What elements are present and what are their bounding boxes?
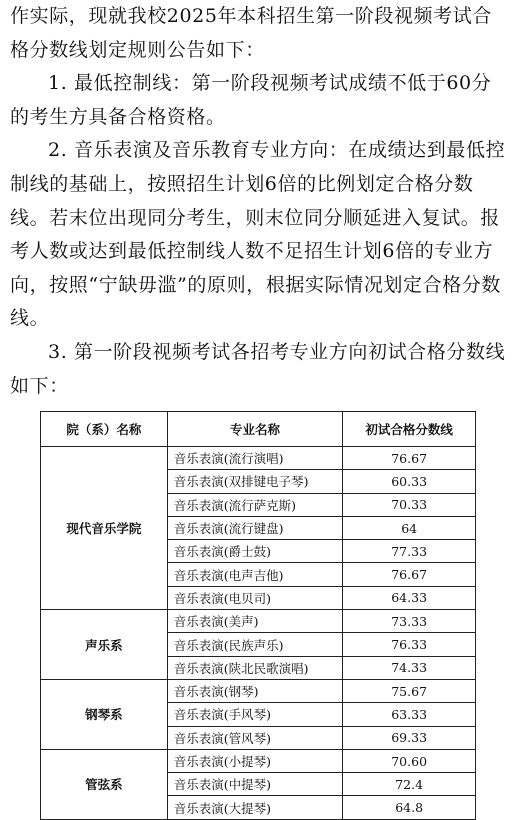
major-cell: 音乐表演(美声) bbox=[167, 610, 343, 633]
rule-3-paragraph: 3. 第一阶段视频考试各招考专业方向初试合格分数线如下： bbox=[10, 340, 506, 397]
department-cell: 钢琴系 bbox=[41, 679, 168, 749]
major-cell: 音乐表演(流行键盘) bbox=[167, 516, 343, 539]
header-major: 专业名称 bbox=[167, 412, 343, 447]
table-row bbox=[41, 679, 476, 702]
table-row bbox=[41, 749, 476, 772]
header-department: 院（系）名称 bbox=[41, 412, 168, 447]
major-cell: 音乐表演(管风琴) bbox=[167, 726, 343, 749]
score-cell: 76.33 bbox=[343, 633, 476, 656]
score-table bbox=[40, 411, 476, 820]
major-cell: 音乐表演(流行萨克斯) bbox=[167, 493, 343, 516]
major-cell: 音乐表演(中提琴) bbox=[167, 773, 343, 796]
department-cell: 管弦系 bbox=[41, 749, 168, 819]
score-cell: 64.33 bbox=[343, 586, 476, 609]
major-cell: 音乐表演(爵士鼓) bbox=[167, 540, 343, 563]
score-cell: 74.33 bbox=[343, 656, 476, 679]
major-cell: 音乐表演(双排键电子琴) bbox=[167, 470, 343, 493]
score-cell: 73.33 bbox=[343, 610, 476, 633]
score-cell: 75.67 bbox=[343, 679, 476, 702]
rule-2-paragraph: 2. 音乐表演及音乐教育专业方向：在成绩达到最低控制线的基础上，按照招生计划6倍的比例划定合格分数线。若末位出现同分考生，则末位同分顺延进入复试。报考人数或达到最低控制线人数不足招生计划6倍的专业方向，按照“宁缺毋滥”的原则，根据实际情况划定合格分数线。 bbox=[10, 139, 506, 330]
major-cell: 音乐表演(手风琴) bbox=[167, 703, 343, 726]
department-cell: 现代音乐学院 bbox=[41, 447, 168, 610]
header-score: 初试合格分数线 bbox=[343, 412, 476, 447]
score-cell: 69.33 bbox=[343, 726, 476, 749]
table-body bbox=[41, 447, 476, 820]
score-cell: 64.8 bbox=[343, 796, 476, 819]
intro-paragraph: 作实际，现就我校2025年本科招生第一阶段视频考试合格分数线划定规则公告如下： bbox=[10, 5, 492, 61]
score-cell: 76.67 bbox=[343, 447, 476, 470]
major-cell: 音乐表演(民族声乐) bbox=[167, 633, 343, 656]
score-cell: 72.4 bbox=[343, 773, 476, 796]
major-cell: 音乐表演(电声吉他) bbox=[167, 563, 343, 586]
score-cell: 76.67 bbox=[343, 563, 476, 586]
table-row bbox=[41, 447, 476, 470]
rule-1-paragraph: 1. 最低控制线：第一阶段视频考试成绩不低于60分的考生方具备合格资格。 bbox=[10, 72, 492, 128]
score-cell: 60.33 bbox=[343, 470, 476, 493]
major-cell: 音乐表演(电贝司) bbox=[167, 586, 343, 609]
department-cell: 声乐系 bbox=[41, 610, 168, 680]
table-header-row bbox=[41, 412, 476, 447]
score-cell: 70.60 bbox=[343, 749, 476, 772]
major-cell: 音乐表演(大提琴) bbox=[167, 796, 343, 819]
score-cell: 63.33 bbox=[343, 703, 476, 726]
major-cell: 音乐表演(小提琴) bbox=[167, 749, 343, 772]
score-cell: 77.33 bbox=[343, 540, 476, 563]
major-cell: 音乐表演(钢琴) bbox=[167, 679, 343, 702]
score-cell: 70.33 bbox=[343, 493, 476, 516]
table-row bbox=[41, 610, 476, 633]
major-cell: 音乐表演(陕北民歌演唱) bbox=[167, 656, 343, 679]
announcement-body bbox=[10, 0, 510, 403]
score-cell: 64 bbox=[343, 516, 476, 539]
major-cell: 音乐表演(流行演唱) bbox=[167, 447, 343, 470]
